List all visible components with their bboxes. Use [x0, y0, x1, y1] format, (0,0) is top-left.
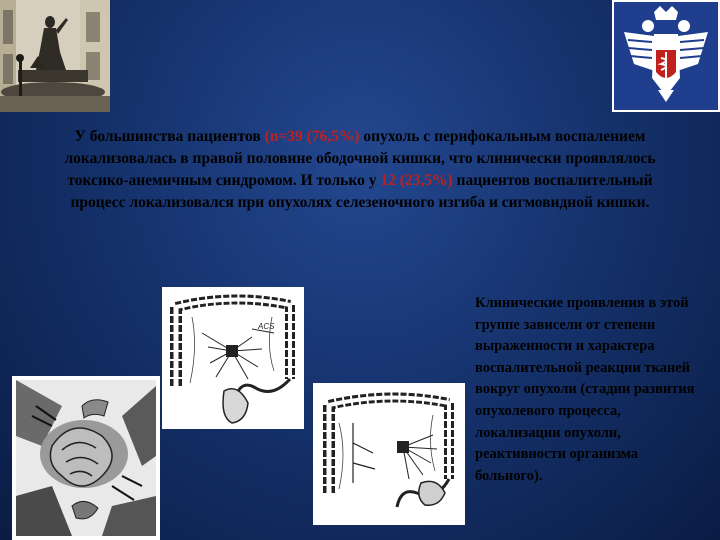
main-text-part-2: опухоль с перифокальным воспалением локализовалась в правой половине ободочной кишки, что клинически проявлялось токсико-анемичным синдромом. И только у [64, 128, 656, 189]
medical-eagle-emblem [612, 0, 720, 112]
highlight-count-right: (n=39 (76,5%) [264, 128, 360, 145]
main-text-part-3: пациентов воспалительный процесс локализовался при опухолях селезеночного изгиба и сигмовидной кишки. [70, 172, 653, 211]
main-paragraph [40, 126, 680, 214]
colon-diagram-left [313, 383, 465, 525]
side-paragraph: Клинические проявления в этой группе зависели от степени выраженности и характера воспалительной реакции тканей вокруг опухоли (стадии развития опухолевого процесса, локализации опухоли, реактивности организма больного). [475, 295, 695, 484]
highlight-count-left: 12 (23,5%) [380, 172, 453, 189]
fig2-label: ACS [258, 322, 275, 331]
surgical-drawing-figure [12, 376, 160, 540]
statue-photo [0, 0, 110, 112]
main-text-part-1: У большинства пациентов [74, 128, 265, 145]
colon-diagram-right [162, 287, 304, 429]
